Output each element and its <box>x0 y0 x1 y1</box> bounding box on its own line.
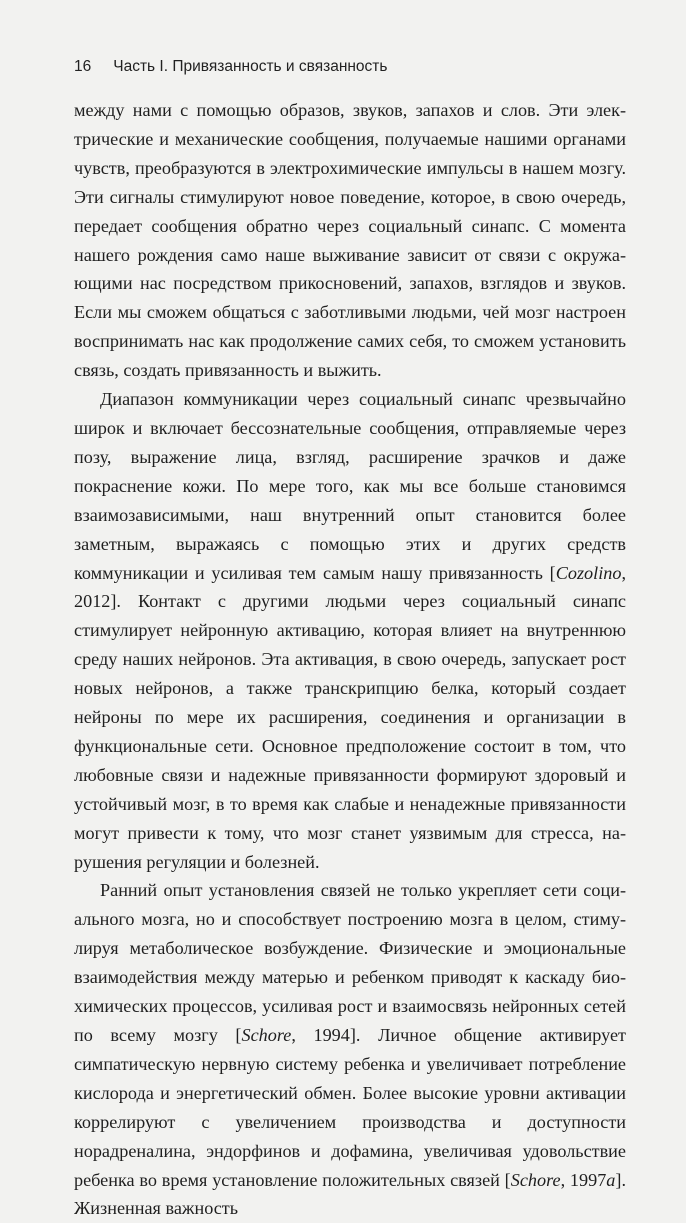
paragraph-text: между нами с помощью образов, звуков, запахов и слов. Эти электрические и механические сообщения, получаемые нашими органами чувств, преобразуются в электрохимические импульсы в нашем мозгу. Эти сигналы стимулируют новое поведение, которое, в свою очередь, передает сообщения обратно через социальный синапс. С момента нашего рождения само наше выживание зависит от связи с окружающими нас посредством прикосновений, запахов, взглядов и звуков. Если мы сможем общаться с заботливыми людьми, чей мозг настроен воспринимать нас как продолжение самих себя, то сможем установить связь, создать привязанность и выжить. <box>74 100 626 381</box>
citation-author: Cozolino <box>555 562 622 583</box>
paragraph-text: , 2012]. Контакт с другими людьми через социальный синапс стимулирует нейронную активацию, которая влияет на внутреннюю среду наших нейронов. Эта активация, в свою очередь, запускает рост новых нейронов, а также транскрипцию белка, который создает нейроны по мере их расширения, соединения и организации в функциональные сети. Основное предположение состоит в том, что любовные связи и надежные привязанности формируют здоровый и устойчивый мозг, в то время как слабые и ненадежные привязанности могут привести к тому, что мозг станет уязвимым для стресса, нарушения регуляции и болезней. <box>74 562 626 872</box>
page-number: 16 <box>74 58 92 75</box>
citation-author: Schore <box>510 1169 561 1190</box>
paragraph-text: Диапазон коммуникации через социальный синапс чрезвычайно широк и включает бессознательные сообщения, отправляемые через позу, выражение лица, взгляд, расширение зрачков и даже покраснение кожи. По мере того, как мы все больше становимся взаимозависимыми, наш внутренний опыт становится более заметным, выражаясь с помощью этих и других средств коммуникации и усиливая тем самым нашу привязанность [ <box>74 389 626 583</box>
body-text <box>74 96 626 1223</box>
citation-author: a <box>606 1169 616 1190</box>
running-title: Часть I. Привязанность и связанность <box>113 58 388 75</box>
paragraph-text: ]. Жизненная важность <box>74 1169 626 1219</box>
paragraph-text: , 1994]. Личное общение активирует симпатическую нервную систему ребенка и увеличивает потребление кислорода и энергетический обмен. Более высокие уровни активации коррелируют с увеличением производства и доступности норадреналина, эндорфинов и дофамина, увеличивая удовольствие ребенка во время установление положительных связей [ <box>74 1025 626 1190</box>
paragraph-text: Ранний опыт установления связей не только укрепляет сети социального мозга, но и способствует построению мозга в целом, стимулируя метаболическое возбуждение. Физические и эмоциональные взаимодействия между матерью и ребенком приводят к каскаду биохимических процессов, усиливая рост и взаимосвязь нейронных сетей по всему мозгу [ <box>74 880 626 1045</box>
paragraph-2 <box>74 385 626 876</box>
citation-author: Schore <box>241 1025 292 1045</box>
paragraph-1 <box>74 96 626 385</box>
paragraph-text: , 1997 <box>560 1169 607 1190</box>
paragraph-3 <box>74 876 626 1223</box>
running-head <box>74 58 626 76</box>
